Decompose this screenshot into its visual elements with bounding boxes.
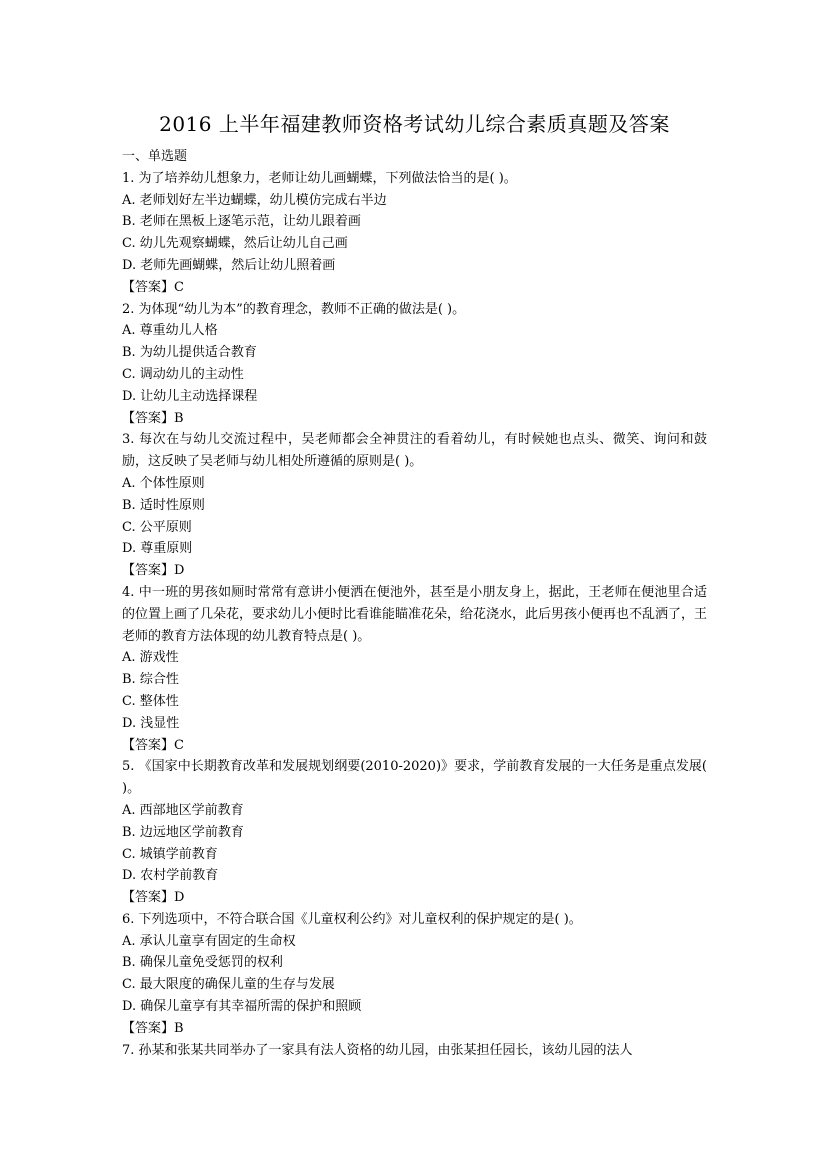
- question-3: [122, 429, 707, 582]
- answer-line: 【答案】D: [122, 563, 185, 579]
- option-b: B. 边远地区学前教育: [122, 824, 244, 840]
- option-b: B. 老师在黑板上逐笔示范，让幼儿跟着画: [122, 214, 361, 230]
- answer-line: 【答案】D: [122, 890, 185, 906]
- answer-line: 【答案】C: [122, 737, 184, 753]
- option-c: C. 城镇学前教育: [122, 846, 218, 862]
- option-b: B. 确保儿童免受惩罚的权利: [122, 955, 283, 971]
- option-a: A. 个体性原则: [122, 475, 205, 491]
- option-d: D. 农村学前教育: [122, 868, 219, 884]
- option-a: A. 西部地区学前教育: [122, 802, 244, 818]
- question-stem: 2. 为体现“幼儿为本”的教育理念，教师不正确的做法是( )。: [122, 301, 466, 317]
- option-d: D. 尊重原则: [122, 541, 193, 557]
- question-2: [122, 299, 707, 430]
- question-1: [122, 168, 707, 299]
- document-title: 2016 上半年福建教师资格考试幼儿综合素质真题及答案: [159, 112, 670, 136]
- question-6: [122, 909, 707, 1040]
- question-7: [122, 1040, 707, 1062]
- question-stem: 5. 《国家中长期教育改革和发展规划纲要(2010-2020)》要求，学前教育发展的一大任务是重点发展( )。: [122, 759, 707, 797]
- option-b: B. 为幼儿提供适合教育: [122, 345, 257, 361]
- question-4: [122, 582, 707, 756]
- answer-line: 【答案】C: [122, 279, 184, 295]
- question-stem: 6. 下列选项中，不符合联合国《儿童权利公约》对儿童权利的保护规定的是( )。: [122, 911, 582, 927]
- option-c: C. 调动幼儿的主动性: [122, 366, 244, 382]
- option-a: A. 老师划好左半边蝴蝶，幼儿模仿完成右半边: [122, 192, 387, 208]
- answer-line: 【答案】B: [122, 410, 184, 426]
- document-page: [122, 108, 707, 1061]
- option-c: C. 整体性: [122, 693, 179, 709]
- question-stem: 3. 每次在与幼儿交流过程中，吴老师都会全神贯注的看着幼儿，有时候她也点头、微笑、询问和鼓励，这反映了吴老师与幼儿相处所遵循的原则是( )。: [122, 432, 707, 470]
- question-stem: 7. 孙某和张某共同举办了一家具有法人资格的幼儿园，由张某担任园长，该幼儿园的法人: [122, 1042, 633, 1058]
- answer-line: 【答案】B: [122, 1020, 184, 1036]
- option-d: D. 老师先画蝴蝶，然后让幼儿照着画: [122, 257, 336, 273]
- option-d: D. 让幼儿主动选择课程: [122, 388, 258, 404]
- option-a: A. 尊重幼儿人格: [122, 323, 218, 339]
- option-a: A. 承认儿童享有固定的生命权: [122, 933, 296, 949]
- question-stem: 1. 为了培养幼儿想象力，老师让幼儿画蝴蝶，下列做法恰当的是( )。: [122, 170, 517, 186]
- option-c: C. 幼儿先观察蝴蝶，然后让幼儿自己画: [122, 236, 348, 252]
- question-stem: 4. 中一班的男孩如厕时常常有意讲小便洒在便池外，甚至是小朋友身上，据此，王老师在便池里合适的位置上画了几朵花，要求幼儿小便时比看谁能瞄准花朵，给花浇水，此后男孩小便再也不乱洒了，王老师的教育方法体现的幼儿教育特点是( )。: [122, 584, 708, 644]
- option-c: C. 公平原则: [122, 519, 192, 535]
- section-heading: 一、单选题: [122, 149, 188, 164]
- option-c: C. 最大限度的确保儿童的生存与发展: [122, 977, 335, 993]
- option-b: B. 综合性: [122, 672, 179, 688]
- option-d: D. 浅显性: [122, 715, 180, 731]
- option-d: D. 确保儿童享有其幸福所需的保护和照顾: [122, 999, 362, 1015]
- question-5: [122, 756, 707, 909]
- option-a: A. 游戏性: [122, 650, 179, 666]
- option-b: B. 适时性原则: [122, 497, 205, 513]
